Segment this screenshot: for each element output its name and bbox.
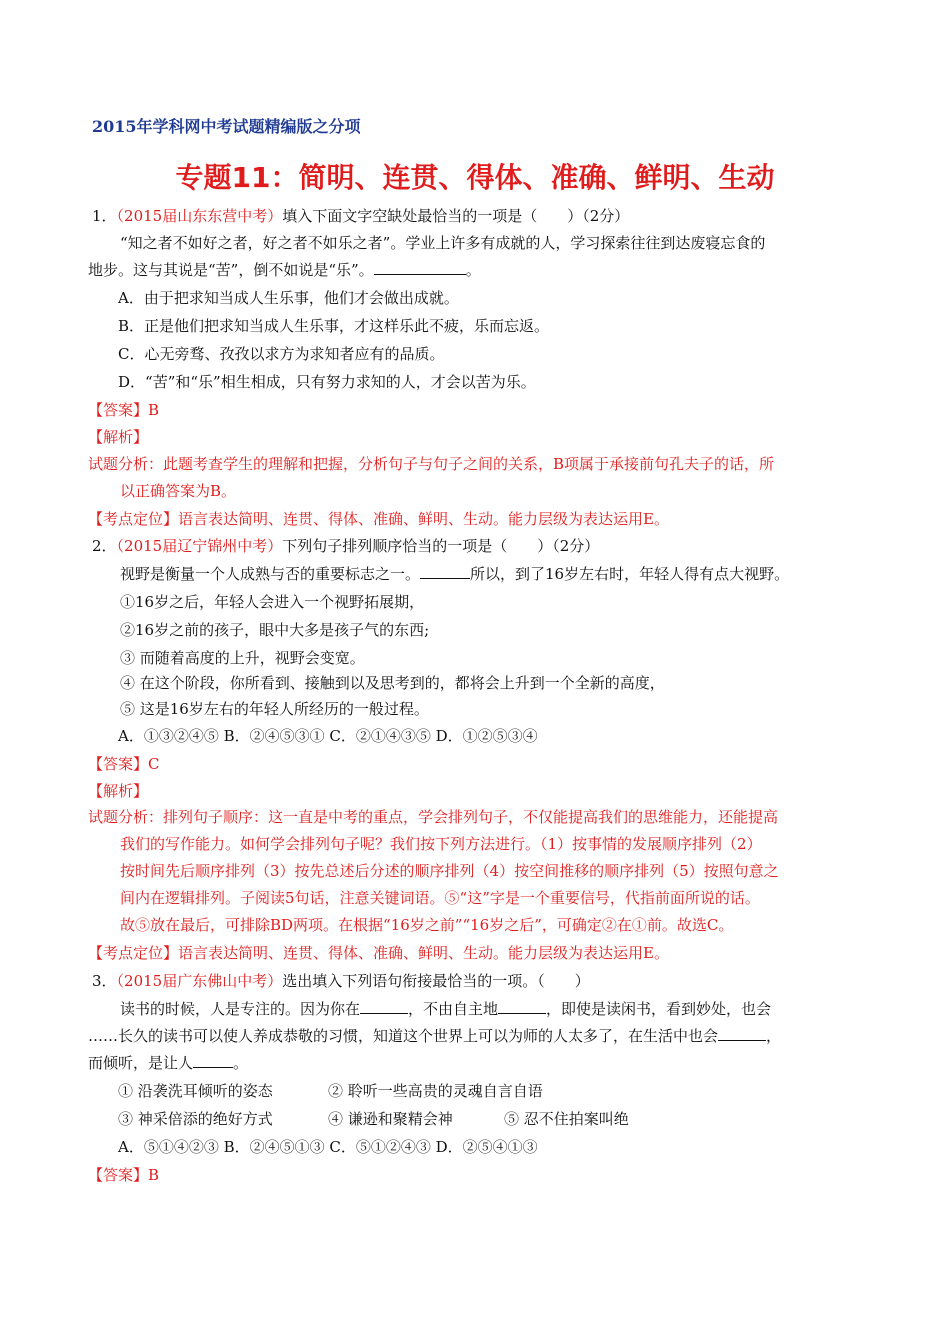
answer-blank <box>360 999 408 1014</box>
passage-text: 读书的时候，人是专注的。因为你在 <box>120 1000 361 1018</box>
analysis-text: 试题分析：排列句子顺序：这一直是中考的重点，学会排列句子，不仅能提高我们的思维能力，还能提高 <box>88 808 779 826</box>
options-line: A．⑤①④②③ B．②④⑤①③ C．⑤①②④③ D．②⑤④①③ <box>118 1138 538 1156</box>
passage-line <box>120 563 789 585</box>
option-a: A．由于把求知当成人生乐事，他们才会做出成就。 <box>118 289 459 307</box>
sentence-item: ③ 而随着高度的上升，视野会变宽。 <box>120 649 365 667</box>
analysis-text: 故⑤放在最后，可排除BD两项。在根据“16岁之前”“16岁之后”，可确定②在①前。故选C。 <box>120 916 734 934</box>
question-number: 2． <box>92 537 117 555</box>
passage-line <box>120 998 771 1020</box>
answer-blank <box>374 260 466 275</box>
answer-blank <box>193 1053 233 1068</box>
analysis-text: 以正确答案为B。 <box>120 482 237 500</box>
question-source: （2015届山东东营中考） <box>116 207 283 225</box>
option-c: C．心无旁骛、孜孜以求方为求知者应有的品质。 <box>118 345 445 363</box>
answer-label: 【答案】B <box>88 401 160 419</box>
analysis-text: 我们的写作能力。如何学会排列句子呢？我们按下列方法进行。（1）按事情的发展顺序排列（2） <box>120 835 762 853</box>
answer-label: 【答案】C <box>88 755 160 773</box>
question-source: （2015届辽宁锦州中考） <box>116 537 283 555</box>
analysis-label: 【解析】 <box>88 782 149 800</box>
choice-item: ⑤ 忍不住拍案叫绝 <box>504 1110 629 1128</box>
sentence-item: ①16岁之后，年轻人会进入一个视野拓展期， <box>120 593 425 611</box>
choice-item: ④ 谦逊和聚精会神 <box>328 1110 453 1128</box>
passage-text: 视野是衡量一个人成熟与否的重要标志之一。 <box>120 565 421 583</box>
question-stem: 下列句子排列顺序恰当的一项是（ ）（2分） <box>282 537 600 555</box>
choice-item: ③ 神采倍添的绝好方式 <box>118 1110 273 1128</box>
sentence-item: ④ 在这个阶段，你所看到、接触到以及思考到的，都将会上升到一个全新的高度， <box>120 674 665 692</box>
series-header: 2015年学科网中考试题精编版之分项 <box>92 117 361 136</box>
choice-row <box>118 1080 543 1102</box>
answer-blank <box>718 1026 766 1041</box>
option-b: B．正是他们把求知当成人生乐事，才这样乐此不疲，乐而忘返。 <box>118 317 550 335</box>
passage-text: 。 <box>465 261 481 279</box>
analysis-text: 按时间先后顺序排列（3）按先总述后分述的顺序排列（4）按空间推移的顺序排列（5）按照句意之 <box>120 862 779 880</box>
question-source: （2015届广东佛山中考） <box>116 972 283 990</box>
passage-line <box>88 259 481 281</box>
question-3-heading <box>92 970 590 992</box>
passage-text: 地步。这与其说是“苦”，倒不如说是“乐”。 <box>88 261 374 279</box>
sentence-item: ②16岁之前的孩子，眼中大多是孩子气的东西; <box>120 621 430 639</box>
passage-text: ，即使是读闲书，看到妙处，也会 <box>546 1000 772 1018</box>
passage-line: “知之者不如好之者，好之者不如乐之者”。学业上许多有成就的人，学习探索往往到达废寝忘食的 <box>120 234 766 252</box>
passage-text: ， <box>766 1027 782 1045</box>
choice-item: ② 聆听一些高贵的灵魂自言自语 <box>328 1082 543 1100</box>
passage-text: ……长久的读书可以使人养成恭敬的习惯，知道这个世界上可以为师的人太多了，在生活中也会 <box>88 1027 719 1045</box>
passage-line <box>88 1025 781 1047</box>
passage-text: 。 <box>233 1054 249 1072</box>
question-stem: 选出填入下列语句衔接最恰当的一项。（ ） <box>282 972 590 990</box>
key-point: 【考点定位】语言表达简明、连贯、得体、准确、鲜明、生动。能力层级为表达运用E。 <box>88 944 669 962</box>
answer-label: 【答案】B <box>88 1166 160 1184</box>
passage-text: 所以，到了16岁左右时，年轻人得有点大视野。 <box>470 565 790 583</box>
answer-blank <box>498 999 546 1014</box>
passage-text: ，不由自主地 <box>408 1000 499 1018</box>
question-number: 3． <box>92 972 117 990</box>
analysis-text: 间内在逻辑排列。子阅读5句话，注意关键词语。⑤“这”字是一个重要信号，代指前面所说的话。 <box>120 889 760 907</box>
option-d: D．“苦”和“乐”相生相成，只有努力求知的人，才会以苦为乐。 <box>118 373 536 391</box>
passage-line <box>88 1052 248 1074</box>
sentence-item: ⑤ 这是16岁左右的年轻人所经历的一般过程。 <box>120 700 429 718</box>
options-line: A．①③②④⑤ B．②④⑤③① C．②①④③⑤ D．①②⑤③④ <box>118 727 538 745</box>
key-point: 【考点定位】语言表达简明、连贯、得体、准确、鲜明、生动。能力层级为表达运用E。 <box>88 510 669 528</box>
question-2-heading <box>92 535 599 557</box>
answer-blank <box>420 564 470 579</box>
analysis-text: 试题分析：此题考查学生的理解和把握，分析句子与句子之间的关系，B项属于承接前句孔夫子的话，所 <box>88 455 775 473</box>
question-stem: 填入下面文字空缺处最恰当的一项是（ ）（2分） <box>282 207 630 225</box>
question-1-heading <box>92 205 629 227</box>
question-number: 1． <box>92 207 117 225</box>
topic-title: 专题11：简明、连贯、得体、准确、鲜明、生动 <box>175 161 775 194</box>
choice-item: ① 沿袭洗耳倾听的姿态 <box>118 1082 273 1100</box>
passage-text: 而倾听，是让人 <box>88 1054 194 1072</box>
analysis-label: 【解析】 <box>88 428 149 446</box>
choice-row <box>118 1108 629 1130</box>
